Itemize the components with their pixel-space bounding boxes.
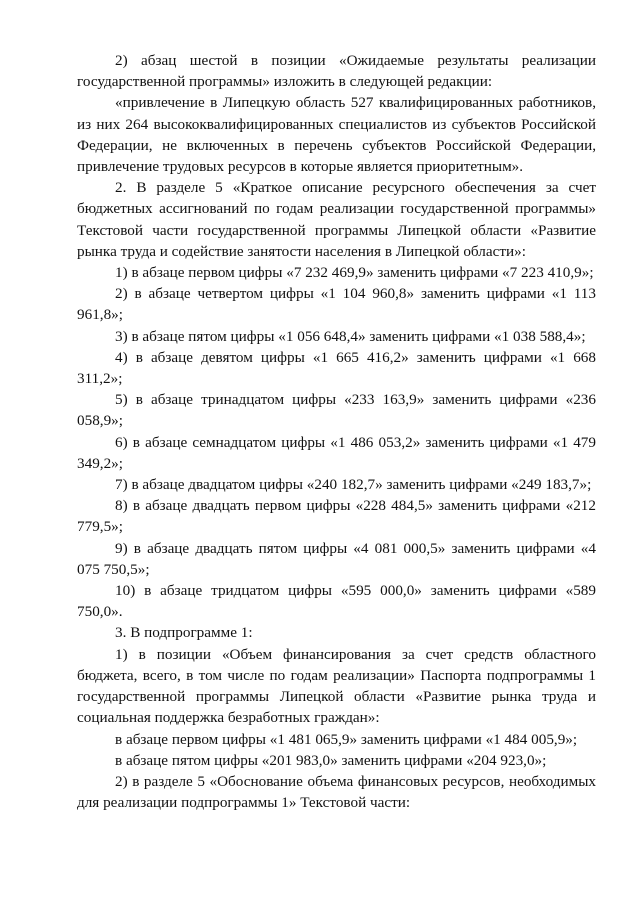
paragraph-item-4: 4) в абзаце девятом цифры «1 665 416,2» заменить цифрами «1 668 311,2»; bbox=[77, 348, 596, 388]
paragraph-item-1: 1) в абзаце первом цифры «7 232 469,9» заменить цифрами «7 223 410,9»; bbox=[115, 264, 594, 282]
paragraph-section-3-item-1: 1) в позиции «Объем финансирования за счет средств областного бюджета, всего, в том числе по годам реализации» Паспорта подпрограммы 1 государственной программы Липецкой области «Развитие рынка труда и социальная поддержка безработных граждан»: bbox=[77, 645, 596, 727]
paragraph-item-3: 3) в абзаце пятом цифры «1 056 648,4» заменить цифрами «1 038 588,4»; bbox=[115, 327, 586, 345]
paragraph-item-10: 10) в абзаце тридцатом цифры «595 000,0» заменить цифрами «589 750,0». bbox=[77, 582, 596, 621]
paragraph-item-2: 2) в абзаце четвертом цифры «1 104 960,8» заменить цифрами «1 113 961,8»; bbox=[77, 285, 596, 324]
paragraph-item-5: 5) в абзаце тринадцатом цифры «233 163,9» заменить цифрами «236 058,9»; bbox=[77, 391, 596, 430]
paragraph-section-3-abzac-pervyy: в абзаце первом цифры «1 481 065,9» заменить цифрами «1 484 005,9»; bbox=[115, 730, 578, 748]
paragraph-item-9: 9) в абзаце двадцать пятом цифры «4 081 000,5» заменить цифрами «4 075 750,5»; bbox=[77, 539, 596, 578]
paragraph-item-7: 7) в абзаце двадцатом цифры «240 182,7» заменить цифрами «249 183,7»; bbox=[115, 476, 592, 494]
paragraph-section-3-abzac-pyatyy: в абзаце пятом цифры «201 983,0» заменить цифрами «204 923,0»; bbox=[115, 751, 547, 769]
paragraph-item-6: 6) в абзаце семнадцатом цифры «1 486 053,2» заменить цифрами «1 479 349,2»; bbox=[77, 433, 596, 472]
paragraph-section-3-item-2: 2) в разделе 5 «Обоснование объема финансовых ресурсов, необходимых для реализации подпрограммы 1» Текстовой части: bbox=[77, 772, 596, 812]
paragraph-item-2-abzac-shestoy: 2) абзац шестой в позиции «Ожидаемые результаты реализации государственной программы» изложить в следующей редакции: bbox=[77, 52, 596, 91]
paragraph-section-2-razdel-5: 2. В разделе 5 «Краткое описание ресурсного обеспечения за счет бюджетных ассигнований по годам реализации государственной программы» Текстовой части государственной программы Липецкой области «Развитие рынка труда и содействие занятости населения в Липецкой области»: bbox=[77, 179, 596, 260]
paragraph-section-3-heading: 3. В подпрограмме 1: bbox=[115, 624, 253, 642]
paragraph-item-8: 8) в абзаце двадцать первом цифры «228 484,5» заменить цифрами «212 779,5»; bbox=[77, 497, 596, 536]
paragraph-quoted-new-text: «привлечение в Липецкую область 527 квалифицированных работников, из них 264 высококвалифицированных специалистов из субъектов Российской Федерации, не включенных в перечень субъектов Российской Федерации, привлечение трудовых ресурсов в которые является приоритетным». bbox=[77, 94, 596, 176]
